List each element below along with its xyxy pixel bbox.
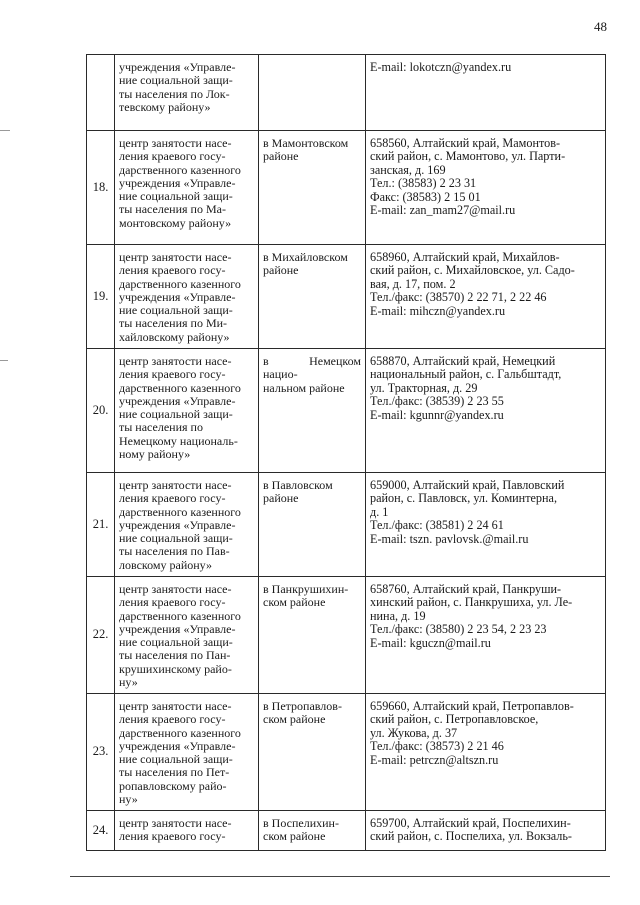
page-bottom-rule	[70, 876, 610, 877]
table-row	[87, 811, 606, 851]
table-row	[87, 131, 606, 245]
table-row	[87, 349, 606, 473]
row-number: 21.	[87, 473, 115, 577]
row-number: 22.	[87, 577, 115, 694]
row-number: 18.	[87, 131, 115, 245]
organization-name: центр занятости насе- ления краевого госу- дарственного казенного учреждения «Управле- ние социальной защи- ты населения по Пав- ловскому району»	[115, 473, 259, 577]
contact-info: 658960, Алтайский край, Михайлов- ский район, с. Михайловское, ул. Садо- вая, д. 17, пом. 2 Тел./факс: (38570) 2 22 71, 2 22 46 E-mail: mihczn@yandex.ru	[366, 245, 606, 349]
location: в Павловском районе	[259, 473, 366, 577]
contact-info: E-mail: lokotczn@yandex.ru	[366, 55, 606, 131]
location: в Мамонтовском районе	[259, 131, 366, 245]
row-number: 20.	[87, 349, 115, 473]
location: в Петропавлов- ском районе	[259, 694, 366, 811]
organization-name: центр занятости насе- ления краевого госу- дарственного казенного учреждения «Управле- ние социальной защи- ты населения по Ма- монтовскому району»	[115, 131, 259, 245]
organization-name: центр занятости насе- ления краевого госу- дарственного казенного учреждения «Управле- ние социальной защи- ты населения по Немецкому националь- ному району»	[115, 349, 259, 473]
contact-info: 659700, Алтайский край, Поспелихин- ский район, с. Поспелиха, ул. Вокзаль-	[366, 811, 606, 851]
location: в Панкрушихин- ском районе	[259, 577, 366, 694]
contact-info: 659000, Алтайский край, Павловский район, с. Павловск, ул. Коминтерна, д. 1 Тел./факс: (38581) 2 24 61 E-mail: tszn. pavlovsk.@mail.ru	[366, 473, 606, 577]
organization-name: центр занятости насе- ления краевого госу- дарственного казенного учреждения «Управле- ние социальной защи- ты населения по Ми- хайловскому району»	[115, 245, 259, 349]
row-number: 19.	[87, 245, 115, 349]
organization-name: центр занятости насе- ления краевого госу- дарственного казенного учреждения «Управле- ние социальной защи- ты населения по Пет- ропавловскому райо- ну»	[115, 694, 259, 811]
contact-info: 658560, Алтайский край, Мамонтов- ский район, с. Мамонтово, ул. Парти- занская, д. 169 Тел.: (38583) 2 23 31 Факс: (38583) 2 15 01 E-mail: zan_mam27@mail.ru	[366, 131, 606, 245]
table-row	[87, 577, 606, 694]
location: в Михайловском районе	[259, 245, 366, 349]
scan-margin-mark	[0, 130, 10, 131]
row-number	[87, 55, 115, 131]
organization-name: центр занятости насе- ления краевого госу- дарственного казенного учреждения «Управле- ние социальной защи- ты населения по Пан- крушихинскому райо- ну»	[115, 577, 259, 694]
institutions-table	[86, 54, 606, 851]
table-row	[87, 694, 606, 811]
contact-info: 658870, Алтайский край, Немецкий национальный район, с. Гальбштадт, ул. Тракторная, д. 29 Тел./факс: (38539) 2 23 55 E-mail: kgunnr@yandex.ru	[366, 349, 606, 473]
location	[259, 55, 366, 131]
contact-info: 658760, Алтайский край, Панкруши- хинский район, с. Панкрушиха, ул. Ле- нина, д. 19 Тел./факс: (38580) 2 23 54, 2 23 23 E-mail: kguczn@mail.ru	[366, 577, 606, 694]
contact-info: 659660, Алтайский край, Петропавлов- ский район, с. Петропавловское, ул. Жукова, д. 37 Тел./факс: (38573) 2 21 46 E-mail: petrczn@altszn.ru	[366, 694, 606, 811]
row-number: 24.	[87, 811, 115, 851]
table-row	[87, 473, 606, 577]
page-number: 48	[594, 19, 607, 34]
location: в Поспелихин- ском районе	[259, 811, 366, 851]
table-row	[87, 55, 606, 131]
table-row	[87, 245, 606, 349]
organization-name: центр занятости насе- ления краевого госу-	[115, 811, 259, 851]
scan-margin-mark	[0, 360, 8, 361]
location: в Немецком нацио- нальном районе	[259, 349, 366, 473]
row-number: 23.	[87, 694, 115, 811]
organization-name: учреждения «Управле- ние социальной защи- ты населения по Лок- тевскому району»	[115, 55, 259, 131]
